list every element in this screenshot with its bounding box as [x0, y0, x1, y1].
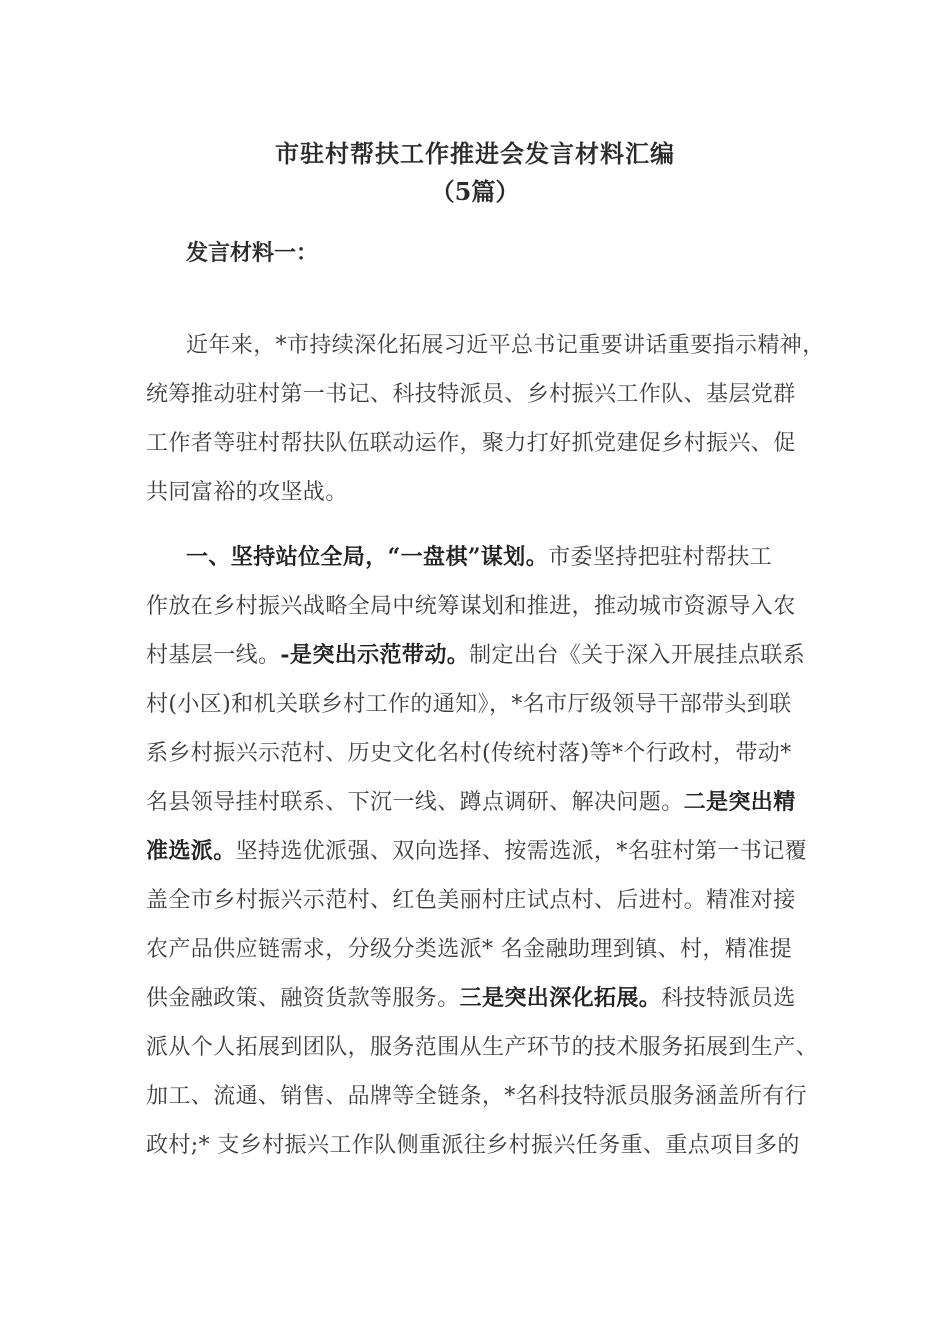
body-text: 坚持选优派强、双向选择、按需选派，*名驻村第一书记覆	[235, 839, 808, 864]
paragraph-line: 统筹推动驻村第一书记、科技特派员、乡村振兴工作队、基层党群	[146, 382, 796, 407]
bold-heading-text: 三是突出深化拓展。	[459, 985, 662, 1011]
paragraph-line	[146, 638, 805, 669]
body-text: 制定出台《关于深入开展挂点联系	[469, 643, 806, 668]
section-heading: 发言材料一：	[186, 240, 319, 266]
paragraph-line: 盖全市乡村振兴示范村、红色美丽村庄试点村、后进村。精准对接	[146, 888, 796, 913]
paragraph-line	[146, 834, 807, 865]
document-subtitle: （5篇）	[430, 177, 520, 206]
bold-heading-text: 准选派。	[146, 838, 236, 864]
bold-heading-text: -是突出示范带动。	[280, 642, 470, 668]
document-title: 市驻村帮扶工作推进会发言材料汇编	[275, 139, 675, 168]
paragraph-line	[146, 785, 796, 816]
body-text: 村基层一线。	[146, 643, 281, 668]
paragraph-line: 政村;* 支乡村振兴工作队侧重派往乡村振兴任务重、重点项目多的	[146, 1133, 800, 1158]
bold-heading-text: 二是突出精	[683, 789, 796, 815]
paragraph-line: 农产品供应链需求，分级分类选派* 名金融助理到镇、村，精准提	[146, 937, 792, 962]
paragraph-line: 近年来，*市持续深化拓展习近平总书记重要讲话重要指示精神，	[186, 333, 825, 358]
paragraph-line: 派从个人拓展到团队，服务范围从生产环节的技术服务拓展到生产、	[146, 1035, 819, 1060]
paragraph-line: 加工、流通、销售、品牌等全链条，*名科技特派员服务涵盖所有行	[146, 1084, 808, 1109]
paragraph-line: 村(小区)和机关联乡村工作的通知》，*名市厅级领导干部带头到联	[146, 692, 792, 717]
body-text: 名县领导挂村联系、下沉一线、蹲点调研、解决问题。	[146, 790, 684, 815]
body-text: 科技特派员选	[661, 986, 796, 1011]
paragraph-line: 共同富裕的攻坚战。	[146, 480, 348, 505]
bold-heading-text: 一、坚持站位全局，“一盘棋”谋划。	[186, 544, 549, 570]
paragraph-line	[146, 981, 796, 1012]
paragraph-line: 系乡村振兴示范村、历史文化名村(传统村落)等*个行政村，带动*	[146, 741, 792, 766]
body-text: 供金融政策、融资货款等服务。	[146, 986, 460, 1011]
paragraph-line	[186, 540, 772, 571]
paragraph-line: 工作者等驻村帮扶队伍联动运作，聚力打好抓党建促乡村振兴、促	[146, 431, 796, 456]
paragraph-line: 作放在乡村振兴战略全局中统筹谋划和推进，推动城市资源导入农	[146, 594, 796, 619]
body-text: 市委坚持把驻村帮扶工	[548, 545, 773, 570]
